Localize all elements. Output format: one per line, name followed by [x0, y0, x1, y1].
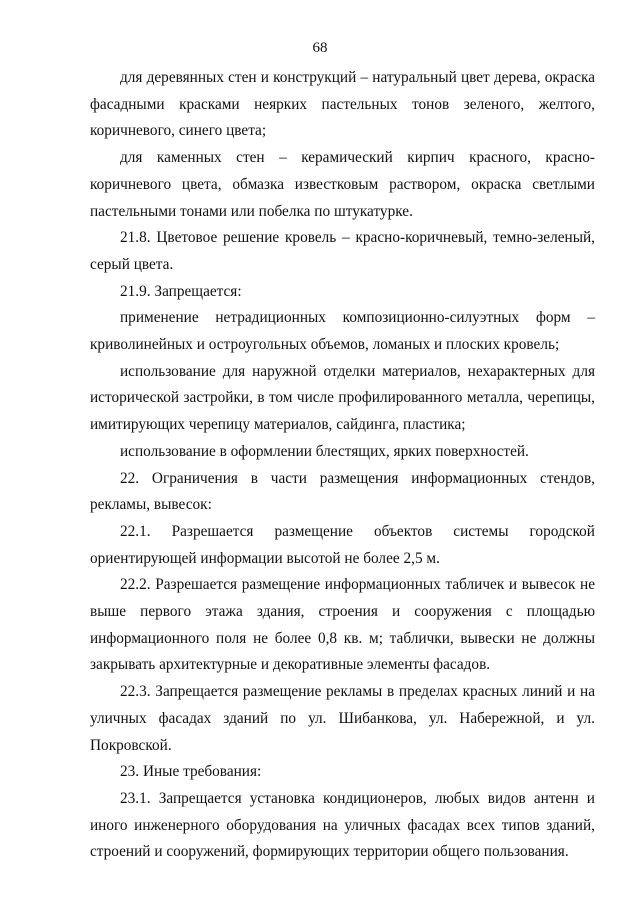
paragraph-22-3: 22.3. Запрещается размещение рекламы в пределах красных линий и на уличных фасадах зданий по ул. Шибанкова, ул. Набережной, и ул. Покровской. — [90, 683, 595, 754]
paragraph-23-1: 23.1. Запрещается установка кондиционеров, любых видов антенн и иного инженерного оборудования на уличных фасадах всех типов зданий, строений и сооружений, формирующих территории общего пользования. — [90, 789, 595, 861]
paragraph-23: 23. Иные требования: — [120, 763, 262, 781]
document-body — [90, 65, 595, 866]
paragraph-forms: применение нетрадиционных композиционно-силуэтных форм – криволинейных и остроугольных объемов, ломаных и плоских кровель; — [90, 309, 595, 354]
paragraph-22: 22. Ограничения в части размещения информационных стендов, рекламы, вывесок: — [90, 469, 595, 514]
paragraph-22-1: 22.1. Разрешается размещение объектов системы городской ориентирующей информации высотой не более 2,5 м. — [90, 522, 595, 567]
paragraph-22-2: 22.2. Разрешается размещение информационных табличек и вывесок не выше первого этажа здания, строения и сооружения с площадью информационного поля не более 0,8 кв. м; таблички, вывески не должны закрывать архитектурные и декоративные элементы фасадов. — [90, 576, 595, 674]
paragraph-shiny-surfaces: использование в оформлении блестящих, ярких поверхностей. — [120, 442, 529, 460]
paragraph-wooden-walls: для деревянных стен и конструкций – натуральный цвет дерева, окраска фасадными красками неярких пастельных тонов зеленого, желтого, коричневого, синего цвета; — [90, 69, 595, 140]
paragraph-stone-walls: для каменных стен – керамический кирпич красного, красно-коричневого цвета, обмазка известковым раствором, окраска светлыми пастельными тонами или побелка по штукатурке. — [90, 149, 595, 220]
page-number: 68 — [312, 40, 328, 56]
paragraph-21-8: 21.8. Цветовое решение кровель – красно-коричневый, темно-зеленый, серый цвета. — [90, 229, 595, 273]
paragraph-21-9: 21.9. Запрещается: — [120, 282, 242, 300]
paragraph-materials: использование для наружной отделки материалов, нехарактерных для исторической застройки, в том числе профилированного металла, черепицы, имитирующих черепицу материалов, сайдинга, пластика; — [90, 362, 595, 434]
